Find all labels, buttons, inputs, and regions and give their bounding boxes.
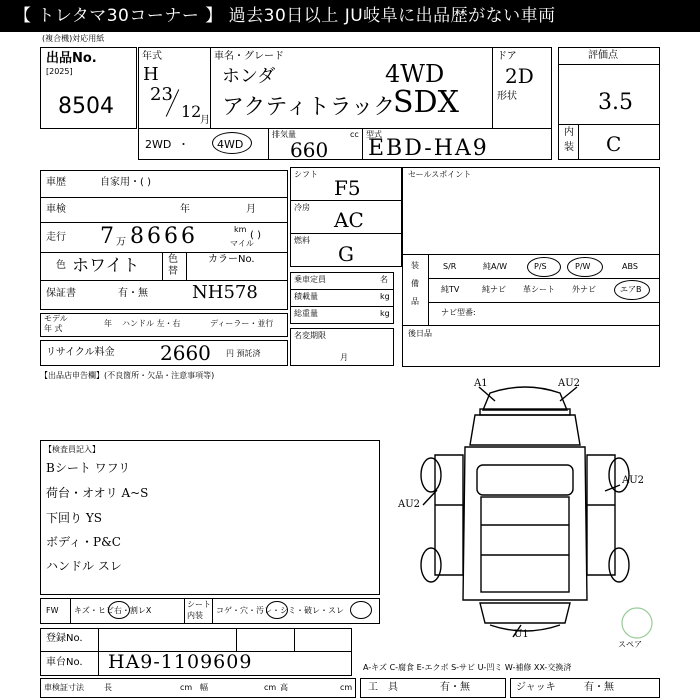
damage-mark-4: U1	[514, 629, 529, 640]
dealer-label: ディーラー・並行	[210, 319, 274, 328]
cert-label: 車検証寸法	[44, 683, 84, 692]
reg-label: 登録No.	[46, 633, 83, 644]
seat-label-1: シート	[187, 600, 211, 609]
month-value: 12	[181, 102, 202, 121]
capacity-unit: 名	[380, 275, 388, 284]
fw-label: FW	[46, 606, 59, 615]
ac-label: 冷房	[294, 203, 310, 212]
mileage-rest: 8666	[130, 224, 198, 249]
seat-label-2: 内装	[187, 611, 203, 620]
year-value: 23	[150, 84, 173, 105]
damage-mark-2: AU2	[398, 499, 421, 510]
history-options: 自家用・( )	[100, 177, 151, 188]
equip-row1-4: ABS	[622, 262, 638, 271]
equip-row2-0: 純TV	[441, 285, 460, 294]
inspector-note-3: ボディ・P&C	[46, 535, 121, 549]
damage-mark-1: AU2	[558, 378, 581, 389]
mileage-man-unit: 万	[116, 237, 126, 248]
equip-row1-3: P/W	[575, 262, 591, 271]
pw-circle	[567, 257, 603, 277]
handle-label: ハンドル 左・右	[122, 319, 181, 328]
sheet-note: (複合機)対応用紙	[42, 34, 105, 43]
displacement-value: 660	[290, 138, 329, 162]
history-label: 車歴	[46, 177, 66, 188]
color-value: ホワイト	[72, 256, 140, 276]
recycle-unit: 円 預託済	[226, 349, 261, 358]
equip-label-3: 品	[411, 297, 419, 306]
mileage-km: km	[234, 225, 247, 234]
mileage-man: 7	[100, 224, 114, 249]
ps-circle	[527, 257, 561, 277]
cert-width-unit: cm	[264, 683, 277, 692]
equip-row2-4: エアB	[620, 285, 642, 294]
damage-legend: A-キズ C-腐食 E-エクボ S-サビ U-凹ミ W-補修 XX-交換済	[363, 663, 572, 672]
shift-label: シフト	[294, 170, 318, 179]
equip-row1-1: 純A/W	[483, 262, 508, 271]
recycle-label: リサイクル料金	[46, 347, 115, 358]
inspector-note-4: ハンドル スレ	[46, 559, 122, 573]
displacement-label: 排気量	[272, 130, 296, 139]
page-banner: 【 トレタマ30コーナー 】 過去30日以上 JU岐阜に出品歴がない車両	[0, 0, 700, 32]
inspector-note-2: 下回り YS	[46, 511, 102, 525]
seat-items: コゲ・穴・汚レ・シミ・破レ・スレ	[216, 606, 344, 615]
grade-sdx: SDX	[393, 85, 459, 120]
model-year-year: 年	[104, 319, 112, 328]
seat-sure-circle	[350, 601, 372, 619]
gross-label: 総重量	[294, 309, 318, 318]
fw-items: キズ・ヒビ右・割レX	[74, 606, 152, 615]
shape-label: 形状	[497, 91, 517, 102]
mileage-mile: マイル	[230, 239, 254, 248]
door-label: ドア	[497, 51, 517, 62]
color-no-value: NH578	[192, 282, 258, 303]
warranty-label: 保証書	[46, 288, 76, 299]
cert-width: 幅	[200, 683, 208, 692]
lot-tag: [2025]	[46, 67, 73, 76]
score-label: 評価点	[588, 50, 618, 61]
spare-label: スペア	[618, 640, 642, 649]
defect-title: 【出品店申告欄】(不良箇所・欠品・注意事項等)	[40, 371, 215, 380]
change-label: 名変期限	[294, 331, 326, 340]
sales-point-label: セールスポイント	[408, 170, 472, 179]
model-value: アクティトラック	[222, 95, 396, 120]
drive-4wd-circle	[212, 132, 252, 154]
jack-options: 有・無	[584, 682, 614, 693]
cert-row	[40, 678, 356, 698]
drive-2wd: 2WD	[145, 138, 172, 151]
cert-length: 長	[104, 683, 112, 692]
lot-label: 出品No.	[46, 51, 97, 66]
model-year-label-2: 年 式	[44, 324, 63, 333]
inspector-title: 【検査員記入】	[44, 445, 100, 454]
inspection-year: 年	[180, 204, 190, 215]
color-change-2: 替	[168, 266, 178, 277]
recycle-value: 2660	[160, 341, 211, 365]
equip-row1-2: P/S	[534, 262, 547, 271]
model-code-label: 型式	[366, 130, 382, 139]
fuel-value: G	[338, 242, 354, 266]
shift-value: F5	[334, 176, 361, 200]
capacity-label: 乗車定員	[294, 275, 326, 284]
change-unit: 月	[340, 353, 348, 362]
maker-value: ホンダ	[222, 66, 276, 87]
load-unit: kg	[380, 292, 390, 301]
cert-height-unit: cm	[340, 683, 353, 692]
tool-label: 工 具	[368, 682, 398, 693]
ac-value: AC	[334, 208, 364, 232]
interior-value: C	[606, 132, 622, 156]
damage-mark-0: A1	[474, 378, 488, 389]
interior-label-1: 内	[564, 127, 574, 138]
drive-dot: ・	[178, 138, 189, 151]
equip-row2-2: 革シート	[523, 285, 555, 294]
inspector-note-0: Bシート ワフリ	[46, 461, 131, 475]
score-value: 3.5	[598, 90, 633, 115]
interior-label-2: 装	[564, 142, 574, 153]
equip-label-2: 備	[411, 279, 419, 288]
inspection-label: 車検	[46, 204, 66, 215]
displacement-unit: cc	[350, 130, 359, 139]
equip-row2-1: 純ナビ	[482, 285, 506, 294]
tool-options: 有・無	[440, 682, 470, 693]
equip-row2-3: 外ナビ	[572, 285, 596, 294]
later-label: 後日品	[408, 329, 432, 338]
drive-4wd: 4WD	[217, 138, 244, 151]
mileage-paren: ( )	[250, 230, 261, 241]
fuel-label: 燃料	[294, 236, 310, 245]
equip-row1-0: S/R	[443, 262, 457, 271]
color-change-1: 色	[168, 254, 178, 265]
airbag-circle	[614, 280, 650, 300]
equip-label-1: 装	[411, 261, 419, 270]
month-suffix: 月	[200, 115, 210, 126]
color-label: 色	[56, 260, 66, 271]
grade-4wd: 4WD	[385, 60, 445, 88]
make-label: 車名・グレード	[214, 51, 284, 62]
fw-hibi-circle	[108, 601, 130, 619]
warranty-options: 有・無	[118, 288, 148, 299]
jack-label: ジャッキ	[516, 682, 556, 693]
cert-height: 高	[280, 683, 288, 692]
navi-label: ナビ型番:	[441, 308, 476, 317]
inspector-note-1: 荷台・オオリ A~S	[46, 486, 149, 500]
load-label: 積載量	[294, 292, 318, 301]
inspection-month: 月	[246, 204, 256, 215]
color-no-label: カラーNo.	[208, 254, 255, 265]
car-diagram	[395, 375, 665, 665]
model-code-value: EBD-HA9	[368, 136, 489, 161]
year-label: 年式	[142, 51, 162, 62]
cert-length-unit: cm	[180, 683, 193, 692]
spare-tire-icon	[622, 608, 652, 638]
lot-number: 8504	[58, 94, 114, 119]
chassis-label: 車台No.	[46, 657, 83, 668]
damage-mark-3: AU2	[622, 475, 645, 486]
mileage-label: 走行	[46, 232, 66, 243]
chassis-value: HA9-1109609	[108, 651, 253, 673]
model-year-label-1: モデル	[44, 314, 68, 323]
gross-unit: kg	[380, 309, 390, 318]
seat-shimi-circle	[266, 601, 288, 619]
door-value: 2D	[505, 64, 534, 88]
era-value: H	[143, 64, 159, 85]
